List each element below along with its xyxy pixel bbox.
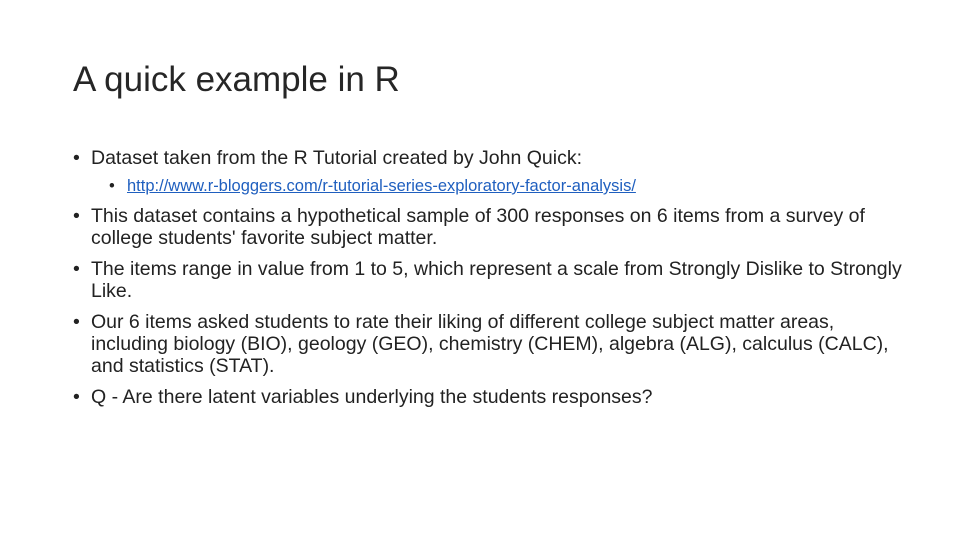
sub-bullet-link [109,176,903,196]
tutorial-link[interactable]: http://www.r-bloggers.com/r-tutorial-series-exploratory-factor-analysis/ [127,177,636,195]
bullet-text: The items range in value from 1 to 5, which represent a scale from Strongly Dislike to Strongly Like. [91,258,902,302]
sub-bullet-list [91,176,903,196]
bullet-dataset-source [73,147,903,196]
bullet-text: Q - Are there latent variables underlying the students responses? [91,386,653,408]
bullet-text: This dataset contains a hypothetical sample of 300 responses on 6 items from a survey of college students' favorite subject matter. [91,205,865,249]
bullet-items-asked [73,311,903,377]
slide-title: A quick example in R [73,60,400,99]
bullet-text: Dataset taken from the R Tutorial created by John Quick: [91,147,582,169]
bullet-dataset-description [73,205,903,249]
bullet-question [73,386,903,408]
bullet-list [73,147,903,408]
bullet-item-range [73,258,903,302]
bullet-text: Our 6 items asked students to rate their liking of different college subject matter areas, including biology (BIO), geology (GEO), chemistry (CHEM), algebra (ALG), calculus (CALC), and statistics (STAT). [91,311,889,377]
